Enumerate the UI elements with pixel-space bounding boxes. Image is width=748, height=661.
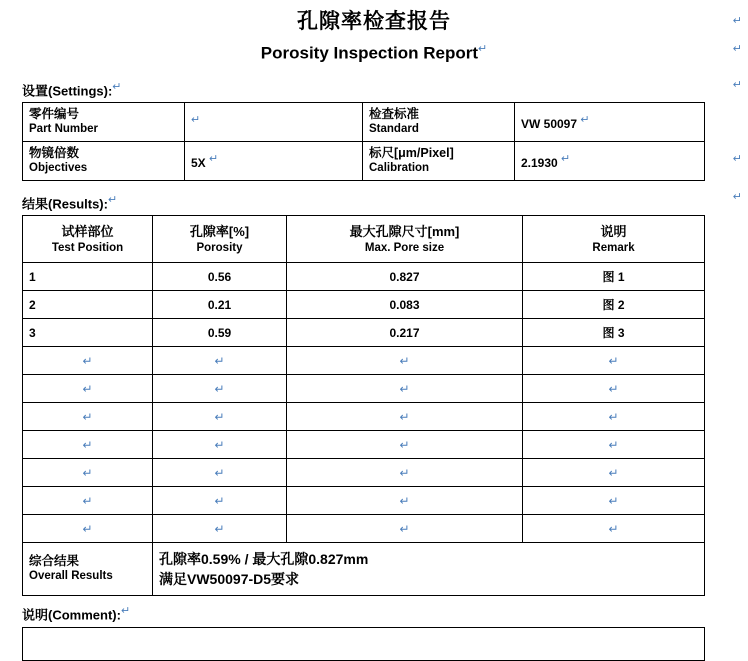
col-header-cn: 试样部位 bbox=[61, 223, 114, 239]
table-row bbox=[23, 141, 705, 180]
objectives-value: 5X bbox=[191, 155, 206, 170]
cell-remark[interactable]: ↵ bbox=[523, 487, 705, 515]
paragraph-mark: ↵ bbox=[107, 193, 118, 206]
cell-porosity[interactable]: 0.21 bbox=[153, 291, 287, 319]
overall-results-label-cell bbox=[23, 543, 153, 596]
cell-porosity[interactable]: 0.56 bbox=[153, 263, 287, 291]
cell-max-pore[interactable]: ↵ bbox=[287, 347, 523, 375]
paragraph-mark: ↵ bbox=[732, 15, 742, 27]
objectives-value-cell[interactable] bbox=[185, 141, 363, 180]
cell-remark[interactable]: 图 3 bbox=[523, 319, 705, 347]
cell-max-pore[interactable]: ↵ bbox=[287, 431, 523, 459]
results-header-row bbox=[23, 216, 705, 263]
table-row bbox=[23, 291, 705, 319]
paragraph-mark: ↵ bbox=[112, 80, 122, 93]
calibration-value-cell[interactable] bbox=[515, 141, 705, 180]
cell-remark[interactable]: ↵ bbox=[523, 403, 705, 431]
cell-remark[interactable]: ↵ bbox=[523, 347, 705, 375]
cell-max-pore[interactable]: ↵ bbox=[287, 403, 523, 431]
results-label-en: (Results): bbox=[48, 196, 108, 212]
paragraph-mark: ↵ bbox=[732, 43, 742, 55]
part-number-label-en: Part Number bbox=[29, 122, 99, 135]
page-title-en bbox=[0, 37, 748, 66]
cell-test-position[interactable]: ↵ bbox=[23, 431, 153, 459]
col-header-en: Remark bbox=[592, 241, 635, 254]
cell-test-position[interactable]: 1 bbox=[23, 263, 153, 291]
standard-label-cell bbox=[363, 102, 515, 141]
part-number-value-cell[interactable] bbox=[185, 102, 363, 141]
standard-value-cell[interactable] bbox=[515, 102, 705, 141]
table-row bbox=[23, 627, 705, 660]
cell-porosity[interactable]: ↵ bbox=[153, 431, 287, 459]
col-test-position-header bbox=[23, 216, 153, 263]
col-header-cn: 最大孔隙尺寸[mm] bbox=[349, 223, 460, 239]
paragraph-mark: ↵ bbox=[580, 113, 590, 126]
settings-label-en: (Settings): bbox=[48, 82, 113, 98]
settings-section-label bbox=[22, 80, 748, 99]
cell-porosity[interactable]: ↵ bbox=[153, 347, 287, 375]
table-row bbox=[23, 515, 705, 543]
overall-results-row bbox=[23, 543, 705, 596]
table-row bbox=[23, 102, 705, 141]
calibration-label-cn: 标尺[μm/Pixel] bbox=[369, 145, 454, 160]
col-header-cn: 孔隙率[%] bbox=[189, 223, 250, 239]
cell-remark[interactable]: ↵ bbox=[523, 431, 705, 459]
page-title-en-text: Porosity Inspection Report bbox=[260, 43, 479, 63]
part-number-label-cn: 零件编号 bbox=[29, 106, 80, 121]
cell-test-position[interactable]: ↵ bbox=[23, 403, 153, 431]
table-row bbox=[23, 319, 705, 347]
comment-section-label bbox=[22, 604, 748, 623]
col-header-cn: 说明 bbox=[600, 223, 627, 239]
overall-results-value-cell[interactable] bbox=[153, 543, 705, 596]
table-row bbox=[23, 347, 705, 375]
results-table bbox=[22, 215, 705, 596]
table-row bbox=[23, 487, 705, 515]
cell-remark[interactable]: 图 1 bbox=[523, 263, 705, 291]
results-section-label bbox=[22, 193, 748, 212]
cell-test-position[interactable]: ↵ bbox=[23, 347, 153, 375]
col-header-en: Porosity bbox=[196, 241, 243, 254]
comment-table bbox=[22, 627, 705, 661]
standard-label-cn: 检查标准 bbox=[369, 106, 420, 121]
overall-label-en: Overall Results bbox=[29, 570, 113, 583]
cell-max-pore[interactable]: ↵ bbox=[287, 459, 523, 487]
col-max-pore-header bbox=[287, 216, 523, 263]
cell-porosity[interactable]: ↵ bbox=[153, 487, 287, 515]
cell-test-position[interactable]: ↵ bbox=[23, 487, 153, 515]
cell-test-position[interactable]: 3 bbox=[23, 319, 153, 347]
table-row bbox=[23, 431, 705, 459]
cell-remark[interactable]: ↵ bbox=[523, 515, 705, 543]
overall-line-1: 孔隙率0.59% / 最大孔隙0.827mm bbox=[159, 551, 369, 568]
paragraph-mark: ↵ bbox=[478, 43, 488, 55]
cell-remark[interactable]: ↵ bbox=[523, 375, 705, 403]
cell-test-position[interactable]: ↵ bbox=[23, 375, 153, 403]
cell-test-position[interactable]: 2 bbox=[23, 291, 153, 319]
calibration-value: 2.1930 bbox=[521, 155, 558, 170]
cell-max-pore[interactable]: 0.083 bbox=[287, 291, 523, 319]
cell-porosity[interactable]: ↵ bbox=[153, 459, 287, 487]
objectives-label-en: Objectives bbox=[29, 161, 88, 174]
paragraph-mark: ↵ bbox=[732, 79, 742, 91]
col-header-en: Test Position bbox=[51, 241, 124, 254]
comment-input-cell[interactable] bbox=[23, 627, 705, 660]
objectives-label-cn: 物镜倍数 bbox=[29, 145, 80, 160]
cell-porosity[interactable]: ↵ bbox=[153, 375, 287, 403]
cell-max-pore[interactable]: ↵ bbox=[287, 515, 523, 543]
cell-max-pore[interactable]: ↵ bbox=[287, 375, 523, 403]
paragraph-mark: ↵ bbox=[732, 153, 742, 165]
cell-max-pore[interactable]: 0.827 bbox=[287, 263, 523, 291]
table-row bbox=[23, 459, 705, 487]
table-row bbox=[23, 263, 705, 291]
overall-label-cn: 综合结果 bbox=[29, 554, 80, 569]
table-row bbox=[23, 375, 705, 403]
standard-value: VW 50097 bbox=[521, 116, 578, 131]
paragraph-mark: ↵ bbox=[732, 191, 742, 203]
cell-test-position[interactable]: ↵ bbox=[23, 515, 153, 543]
paragraph-mark: ↵ bbox=[120, 605, 131, 618]
cell-porosity[interactable]: 0.59 bbox=[153, 319, 287, 347]
cell-max-pore[interactable]: ↵ bbox=[287, 487, 523, 515]
cell-porosity[interactable]: ↵ bbox=[153, 403, 287, 431]
settings-table bbox=[22, 102, 705, 181]
objectives-label-cell bbox=[23, 141, 185, 180]
calibration-label-cell bbox=[363, 141, 515, 180]
table-row bbox=[23, 403, 705, 431]
overall-line-2: 满足VW50097-D5要求 bbox=[159, 571, 300, 588]
paragraph-mark: ↵ bbox=[561, 152, 571, 165]
col-porosity-header bbox=[153, 216, 287, 263]
standard-label-en: Standard bbox=[369, 122, 419, 135]
col-remark-header bbox=[523, 216, 705, 263]
calibration-label-en: Calibration bbox=[369, 161, 430, 174]
cell-remark[interactable]: ↵ bbox=[523, 459, 705, 487]
settings-label-cn: 设置 bbox=[22, 82, 49, 98]
cell-porosity[interactable]: ↵ bbox=[153, 515, 287, 543]
cell-max-pore[interactable]: 0.217 bbox=[287, 319, 523, 347]
part-number-label-cell bbox=[23, 102, 185, 141]
report-title-block bbox=[0, 0, 748, 66]
comment-label-cn: 说明 bbox=[22, 607, 49, 623]
paragraph-mark: ↵ bbox=[191, 113, 201, 126]
comment-label-en: (Comment): bbox=[48, 607, 121, 623]
cell-remark[interactable]: 图 2 bbox=[523, 291, 705, 319]
col-header-en: Max. Pore size bbox=[364, 241, 445, 254]
cell-test-position[interactable]: ↵ bbox=[23, 459, 153, 487]
page-title-cn: 孔隙率检查报告 bbox=[297, 10, 451, 33]
results-label-cn: 结果 bbox=[22, 196, 49, 212]
paragraph-mark: ↵ bbox=[209, 152, 219, 165]
